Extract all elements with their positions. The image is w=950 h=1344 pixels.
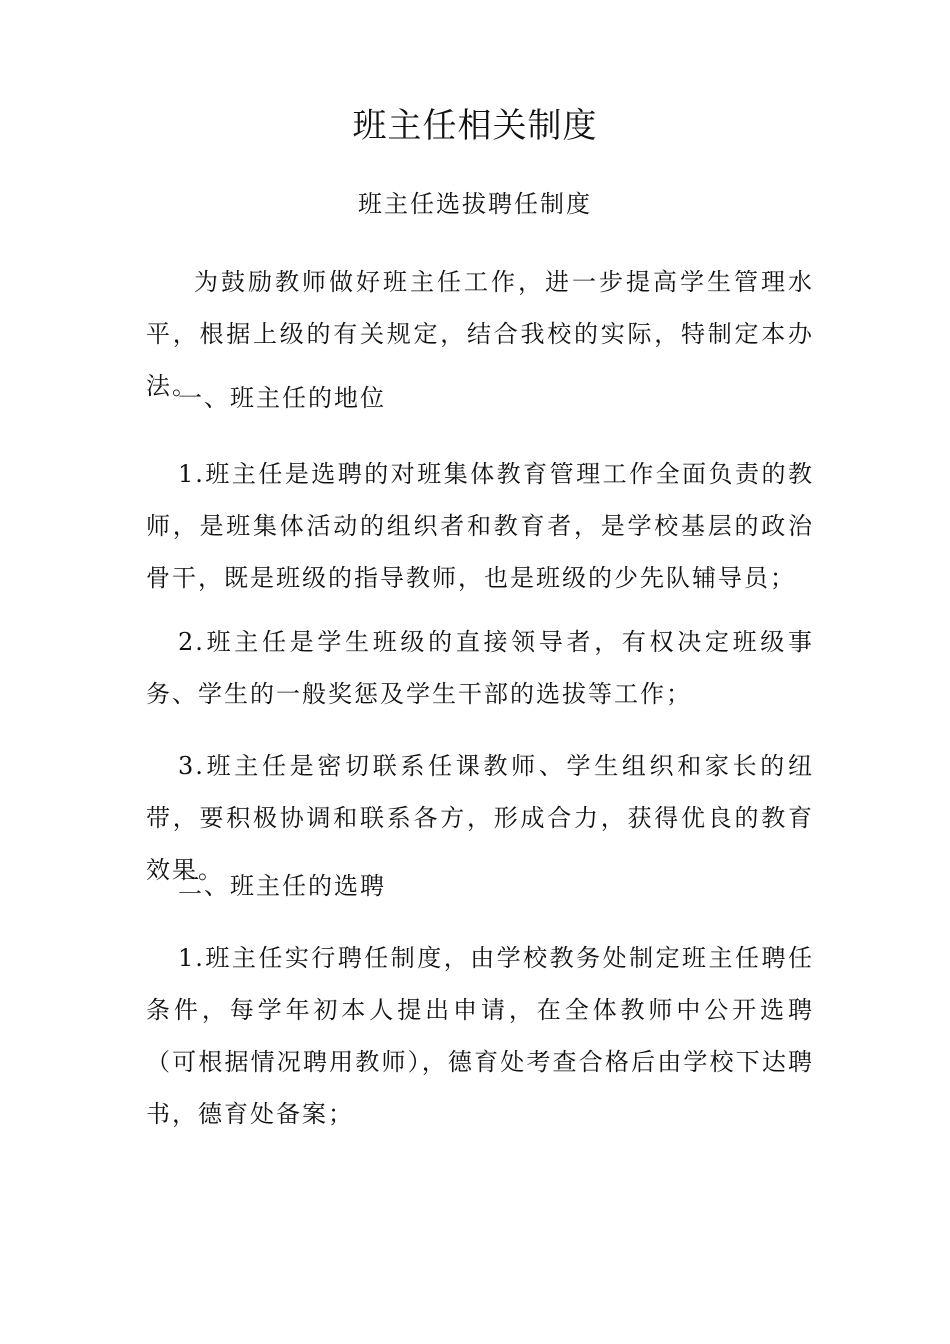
- intro-paragraph: 为鼓励教师做好班主任工作，进一步提高学生管理水平，根据上级的有关规定，结合我校的实际，特制定本办法。: [146, 268, 814, 400]
- section-item: 2.班主任是学生班级的直接领导者，有权决定班级事务、学生的一般奖惩及学生干部的选拔等工作；: [146, 628, 814, 708]
- section-heading-selection: 二、班主任的选聘: [178, 872, 386, 900]
- section-heading-status: 一、班主任的地位: [178, 384, 386, 412]
- document-subtitle: 班主任选拔聘任制度: [358, 190, 592, 218]
- document-title: 班主任相关制度: [352, 106, 598, 146]
- section-item: 1.班主任是选聘的对班集体教育管理工作全面负责的教师，是班集体活动的组织者和教育者，是学校基层的政治骨干，既是班级的指导教师，也是班级的少先队辅导员；: [146, 460, 814, 592]
- section-item: 1.班主任实行聘任制度，由学校教务处制定班主任聘任条件，每学年初本人提出申请，在全体教师中公开选聘（可根据情况聘用教师），德育处考查合格后由学校下达聘书，德育处备案；: [146, 944, 814, 1128]
- section-item: 3.班主任是密切联系任课教师、学生组织和家长的纽带，要积极协调和联系各方，形成合力，获得优良的教育效果。: [146, 752, 814, 884]
